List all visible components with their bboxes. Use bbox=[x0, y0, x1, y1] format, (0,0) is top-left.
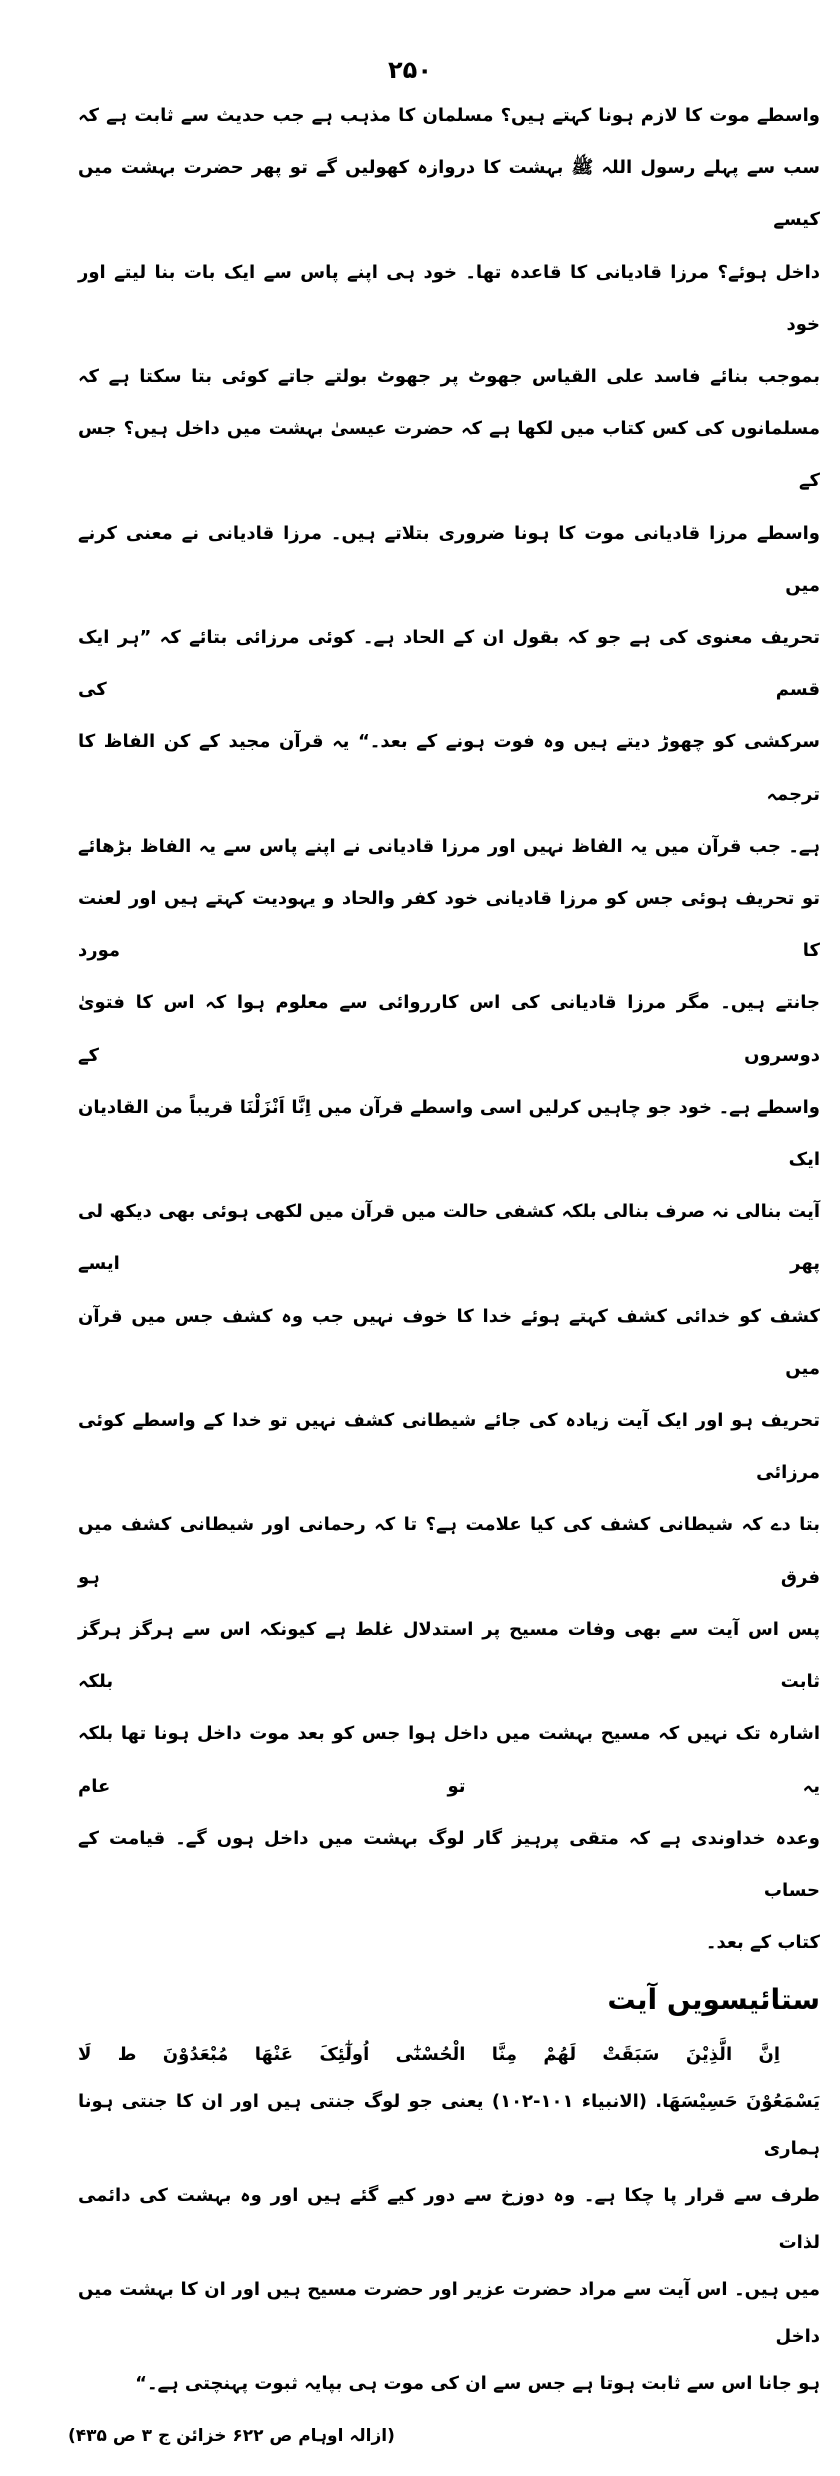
text-line: جانتے ہیں۔ مگر مرزا قادیانی کی اس کارروائی سے معلوم ہوا کہ اس کا فتویٰ دوسروں کے bbox=[78, 992, 820, 1066]
text-line: سرکشی کو چھوڑ دیتے ہیں وہ فوت ہونے کے بعد۔“ یہ قرآن مجید کے کن الفاظ کا ترجمہ bbox=[78, 731, 820, 805]
text-line: بتا دے کہ شیطانی کشف کی کیا علامت ہے؟ تا کہ رحمانی اور شیطانی کشف میں فرق ہو bbox=[78, 1514, 820, 1588]
text-line: طرف سے قرار پا چکا ہے۔ وہ دوزخ سے دور کیے گئے ہیں اور وہ بہشت کی دائمی لذات bbox=[78, 2185, 820, 2254]
verse-text bbox=[78, 2031, 820, 2407]
page-number: ۲۵۰ bbox=[388, 56, 432, 84]
citation: (ازالہ اوہام ص ۶۲۲ خزائن ج ۳ ص ۴۳۵) bbox=[68, 2426, 395, 2447]
text-line: آیت بنالی نہ صرف بنالی بلکہ کشفی حالت میں قرآن میں لکھی ہوئی بھی دیکھ لی پھر ایسے bbox=[78, 1201, 820, 1275]
text-line: ہے۔ جب قرآن میں یہ الفاظ نہیں اور مرزا قادیانی نے اپنے پاس سے یہ الفاظ بڑھائے bbox=[78, 835, 820, 857]
text-line: تو تحریف ہوئی جس کو مرزا قادیانی خود کفر والحاد و یہودیت کہتے ہیں اور لعنت کا مورد bbox=[78, 888, 820, 962]
text-line: کتاب کے بعد۔ bbox=[705, 1932, 820, 1954]
text-line: مسلمانوں کی کس کتاب میں لکھا ہے کہ حضرت عیسیٰ بہشت میں داخل ہیں؟ جس کے bbox=[78, 418, 820, 492]
text-line: میں ہیں۔ اس آیت سے مراد حضرت عزیر اور حضرت مسیح ہیں اور ان کا بہشت میں داخل bbox=[78, 2279, 820, 2348]
text-line: تحریف معنوی کی ہے جو کہ بقول ان کے الحاد ہے۔ کوئی مرزائی بتائے کہ ”ہر ایک قسم کی bbox=[78, 627, 820, 701]
text-line: اشارہ تک نہیں کہ مسیح بہشت میں داخل ہوا جس کو بعد موت داخل ہونا تھا بلکہ یہ تو عام bbox=[78, 1723, 820, 1797]
text-line: یَسْمَعُوْنَ حَسِیْسَهَا. (الانبیاء ۱۰۱-۱۰۲) یعنی جو لوگ جنتی ہیں اور ان کا جنتی ہونا ہماری bbox=[78, 2091, 820, 2160]
text-line: وعدہ خداوندی ہے کہ متقی پرہیز گار لوگ بہشت میں داخل ہوں گے۔ قیامت کے حساب bbox=[78, 1827, 820, 1901]
text-line: داخل ہوئے؟ مرزا قادیانی کا قاعدہ تھا۔ خود ہی اپنے پاس سے ایک بات بنا لیتے اور خود bbox=[78, 261, 820, 335]
body-text bbox=[78, 90, 820, 1969]
text-line: واسطے ہے۔ خود جو چاہیں کرلیں اسی واسطے قرآن میں اِنَّا اَنْزَلْنَا قریباً من القادیان ایک bbox=[78, 1096, 820, 1171]
text-line: تحریف ہو اور ایک آیت زیادہ کی جائے شیطانی کشف نہیں تو خدا کے واسطے کوئی مرزائی bbox=[78, 1410, 820, 1484]
text-line: پس اس آیت سے بھی وفات مسیح پر استدلال غلط ہے کیونکہ اس سے ہرگز ہرگز ثابت بلکہ bbox=[78, 1618, 820, 1693]
section-heading: ستائیسویں آیت bbox=[607, 1983, 820, 2017]
quran-verse-line: اِنَّ الَّذِیْنَ سَبَقَتْ لَهُمْ مِنَّا الْحُسْنٰٓی اُولٰٓئِکَ عَنْهَا مُبْعَدُوْنَ ط لَا bbox=[78, 2044, 780, 2066]
text-line: بموجب بنائے فاسد علی القیاس جھوٹ پر جھوٹ بولتے جاتے کوئی بتا سکتا ہے کہ bbox=[78, 366, 820, 388]
text-line: سب سے پہلے رسول اللہ ﷺ بہشت کا دروازہ کھولیں گے تو پھر حضرت بہشت میں کیسے bbox=[78, 157, 820, 231]
text-line: ہو جانا اس سے ثابت ہوتا ہے جس سے ان کی موت ہی بپایہ ثبوت پہنچتی ہے۔“ bbox=[135, 2373, 820, 2395]
text-line: واسطے موت کا لازم ہونا کہتے ہیں؟ مسلمان کا مذہب ہے جب حدیث سے ثابت ہے کہ bbox=[78, 105, 820, 126]
text-line: واسطے مرزا قادیانی موت کا ہونا ضروری بتلاتے ہیں۔ مرزا قادیانی نے معنی کرنے میں bbox=[78, 522, 820, 596]
text-line: کشف کو خدائی کشف کہتے ہوئے خدا کا خوف نہیں جب وہ کشف جس میں قرآن میں bbox=[78, 1305, 820, 1379]
